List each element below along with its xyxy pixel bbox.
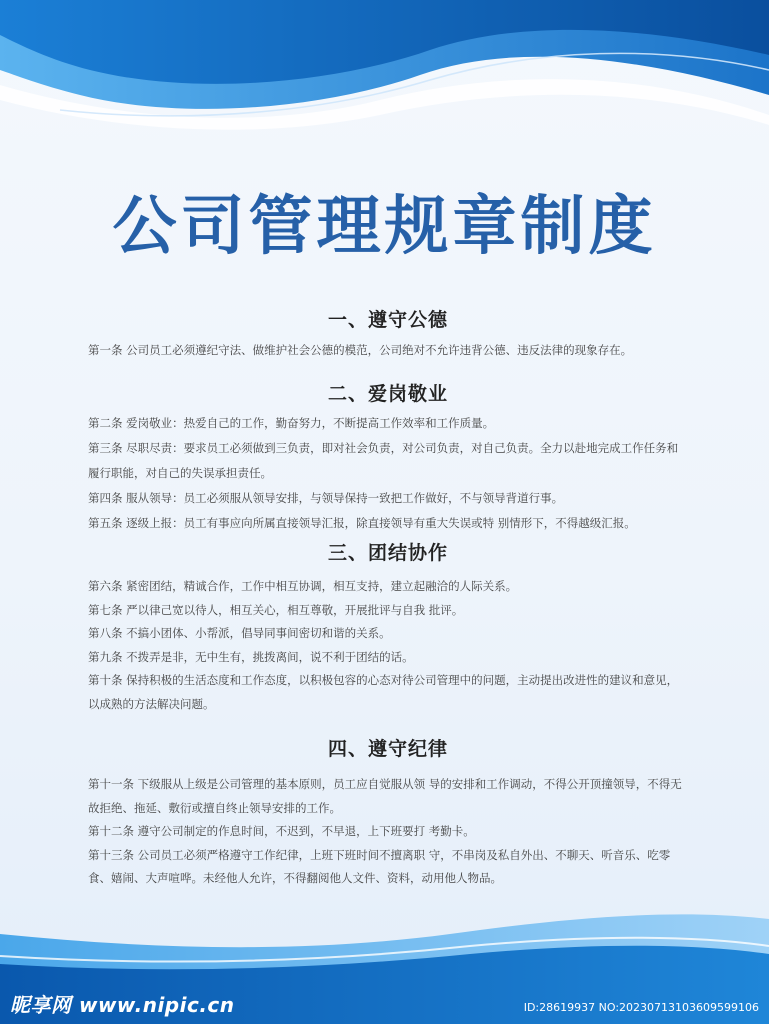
article-12: 第十二条 遵守公司制定的作息时间，不迟到，不早退，上下班要打 考勤卡。	[88, 824, 475, 838]
watermark-id: ID:28619937 NO:20230713103609599106	[523, 1001, 759, 1014]
article-6: 第六条 紧密团结，精诚合作，工作中相互协调，相互支持，建立起融洽的人际关系。	[88, 579, 518, 593]
article-3: 第三条 尽职尽责：要求员工必须做到三负责，即对社会负责，对公司负责，对自己负责。全力以赴地完成工作任务和履行职能，对自己的失误承担责任。	[88, 441, 679, 480]
section-public-morality	[88, 305, 688, 363]
article-7: 第七条 严以律己宽以待人，相互关心，相互尊敬，开展批评与自我 批评。	[88, 602, 464, 617]
section-heading: 四、遵守纪律	[327, 738, 448, 760]
section-dedication	[88, 379, 688, 536]
article-11: 第十一条 下级服从上级是公司管理的基本原则，员工应自觉服从领 导的安排和工作调动，不得公开顶撞领导，不得无故拒绝、拖延、敷衍或擅自终止领导安排的工作。	[88, 777, 682, 815]
watermark-site: 昵享网 www.nipic.cn	[10, 993, 235, 1017]
section-heading: 二、爱岗敬业	[327, 383, 448, 405]
article-8: 第八条 不搞小团体、小帮派，倡导同事间密切和谐的关系。	[88, 626, 391, 640]
article-10: 第十条 保持积极的生活态度和工作态度，以积极包容的心态对待公司管理中的问题，主动提出改进性的建议和意见，以成熟的方法解决问题。	[88, 673, 679, 711]
section-teamwork	[88, 538, 688, 716]
top-wave-decoration	[0, 0, 769, 140]
article-9: 第九条 不拨弄是非，无中生有，挑拨离间，说不利于团结的话。	[88, 649, 414, 664]
article-4: 第四条 服从领导：员工必须服从领导安排，与领导保持一致把工作做好，不与领导背道行事。	[88, 491, 564, 505]
section-discipline	[88, 734, 688, 891]
section-heading: 三、团结协作	[327, 542, 448, 564]
article-5: 第五条 逐级上报：员工有事应向所属直接领导汇报，除直接领导有重大失误或特 别情形下，不得越级汇报。	[88, 516, 636, 530]
article-13: 第十三条 公司员工必须严格遵守工作纪律，上班下班时间不擅离职 守，不串岗及私自外出、不聊天、听音乐、吃零食、嬉闹、大声喧哗。未经他人允许，不得翻阅他人文件、资料，动用他人物品。	[88, 847, 671, 885]
regulations-content	[88, 305, 688, 891]
article-1: 第一条 公司员工必须遵纪守法、做维护社会公德的模范，公司绝对不允许违背公德、违反法律的现象存在。	[88, 343, 633, 357]
section-heading: 一、遵守公德	[327, 309, 448, 331]
poster-title: 公司管理规章制度	[112, 189, 657, 264]
article-2: 第二条 爱岗敬业：热爱自己的工作，勤奋努力，不断提高工作效率和工作质量。	[88, 416, 495, 430]
